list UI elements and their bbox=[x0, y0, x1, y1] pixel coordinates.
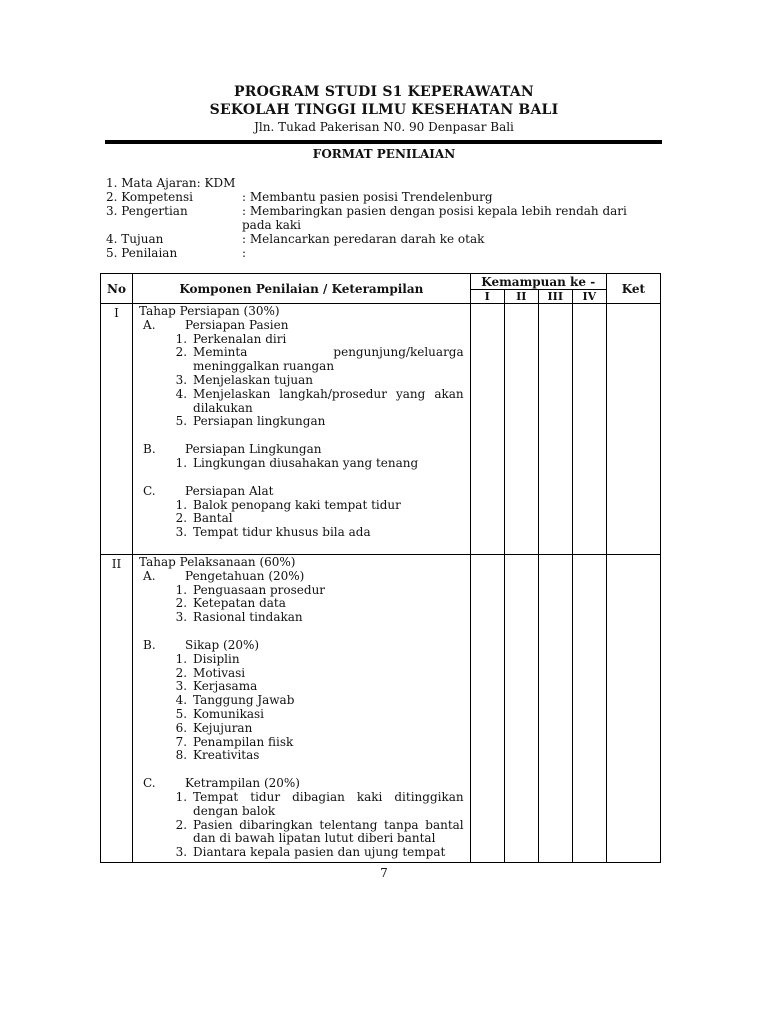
list-item bbox=[139, 819, 464, 847]
stage-title: Tahap Persiapan (30%) bbox=[139, 304, 280, 318]
header-level-1: I bbox=[470, 290, 504, 304]
list-item bbox=[139, 346, 464, 374]
score-cell-level-2[interactable] bbox=[504, 304, 538, 555]
item-list bbox=[139, 791, 464, 860]
list-item bbox=[139, 680, 464, 694]
section-letter: C. bbox=[143, 483, 156, 498]
item-text: Motivasi bbox=[193, 665, 246, 680]
item-number: 2. bbox=[175, 511, 188, 526]
section-title: Persiapan Alat bbox=[185, 483, 274, 498]
ket-cell[interactable] bbox=[606, 555, 660, 863]
row-number: II bbox=[101, 555, 133, 863]
header-ket: Ket bbox=[606, 274, 660, 304]
section-spacer bbox=[139, 763, 464, 777]
score-cell-level-4[interactable] bbox=[572, 555, 606, 863]
component-cell bbox=[133, 304, 471, 555]
item-number: 2. bbox=[175, 817, 188, 832]
header-komponen: Komponen Penilaian / Keterampilan bbox=[133, 274, 471, 304]
info-value: : Membaringkan pasien dengan posisi kepala lebih rendah dari pada kaki bbox=[242, 204, 627, 232]
section-spacer bbox=[139, 429, 464, 443]
item-number: 1. bbox=[175, 789, 188, 804]
header-level-4: IV bbox=[572, 290, 606, 304]
list-item bbox=[139, 708, 464, 722]
list-item bbox=[139, 388, 464, 416]
format-title: FORMAT PENILAIAN bbox=[312, 147, 456, 161]
list-item bbox=[139, 584, 464, 598]
item-number: 3. bbox=[175, 372, 188, 387]
item-text: Penguasaan prosedur bbox=[193, 582, 326, 597]
header-kemampuan: Kemampuan ke - bbox=[470, 274, 606, 290]
info-value: : Membantu pasien posisi Trendelenburg bbox=[242, 190, 493, 204]
list-item bbox=[139, 374, 464, 388]
section-heading bbox=[139, 443, 464, 457]
item-text: Diantara kepala pasien dan ujung tempat bbox=[193, 845, 446, 860]
item-number: 3. bbox=[175, 525, 188, 540]
section-letter: B. bbox=[143, 637, 156, 652]
header-level-2: II bbox=[504, 290, 538, 304]
info-value: : Melancarkan peredaran darah ke otak bbox=[242, 232, 485, 246]
item-text: Kejujuran bbox=[193, 720, 253, 735]
school-title: SEKOLAH TINGGI ILMU KESEHATAN BALI bbox=[209, 102, 559, 118]
item-text: Menjelaskan tujuan bbox=[193, 372, 313, 387]
item-number: 1. bbox=[175, 651, 188, 666]
item-text: Kreativitas bbox=[193, 748, 260, 763]
item-number: 1. bbox=[175, 331, 188, 346]
item-text: Tanggung Jawab bbox=[193, 693, 295, 708]
item-number: 4. bbox=[175, 386, 188, 401]
item-list bbox=[139, 499, 464, 540]
score-cell-level-1[interactable] bbox=[470, 555, 504, 863]
list-item bbox=[139, 526, 464, 540]
item-text: Menjelaskan langkah/prosedur yang akan dilakukan bbox=[193, 386, 464, 415]
row-number: I bbox=[101, 304, 133, 555]
item-number: 2. bbox=[175, 596, 188, 611]
item-number: 5. bbox=[175, 414, 188, 429]
item-list bbox=[139, 584, 464, 625]
section-letter: C. bbox=[143, 776, 156, 791]
table-row bbox=[101, 304, 661, 555]
section-letter: B. bbox=[143, 442, 156, 457]
item-number: 4. bbox=[175, 693, 188, 708]
section-spacer bbox=[139, 471, 464, 485]
list-item bbox=[139, 415, 464, 429]
address: Jln. Tukad Pakerisan N0. 90 Denpasar Bali bbox=[254, 120, 514, 134]
list-item bbox=[139, 694, 464, 708]
item-number: 2. bbox=[175, 345, 188, 360]
section-title: Pengetahuan (20%) bbox=[185, 568, 305, 583]
component-cell bbox=[133, 555, 471, 863]
score-cell-level-2[interactable] bbox=[504, 555, 538, 863]
list-item bbox=[139, 611, 464, 625]
list-item bbox=[139, 749, 464, 763]
item-number: 3. bbox=[175, 845, 188, 860]
info-label: 5. Penilaian bbox=[106, 246, 178, 260]
table-row bbox=[101, 555, 661, 863]
list-item bbox=[139, 333, 464, 347]
info-label: 4. Tujuan bbox=[106, 232, 164, 246]
section-letter: A. bbox=[143, 568, 156, 583]
item-text: Bantal bbox=[193, 511, 233, 526]
item-number: 5. bbox=[175, 706, 188, 721]
item-text: Perkenalan diri bbox=[193, 331, 287, 346]
item-number: 3. bbox=[175, 679, 188, 694]
score-cell-level-4[interactable] bbox=[572, 304, 606, 555]
item-number: 1. bbox=[175, 582, 188, 597]
section-heading bbox=[139, 777, 464, 791]
item-text: Ketepatan data bbox=[193, 596, 286, 611]
score-cell-level-1[interactable] bbox=[470, 304, 504, 555]
item-number: 7. bbox=[175, 734, 188, 749]
item-text: Pasien dibaringkan telentang tanpa bantal dan di bawah lipatan lutut diberi bantal bbox=[193, 817, 464, 846]
section-heading bbox=[139, 485, 464, 499]
table-body bbox=[101, 304, 661, 863]
item-text: Balok penopang kaki tempat tidur bbox=[193, 497, 401, 512]
ket-cell[interactable] bbox=[606, 304, 660, 555]
section-heading bbox=[139, 319, 464, 333]
list-item bbox=[139, 457, 464, 471]
item-text: Meminta pengunjung/keluarga meninggalkan ruangan bbox=[193, 345, 464, 374]
list-item bbox=[139, 512, 464, 526]
section-title: Persiapan Lingkungan bbox=[185, 442, 322, 457]
item-list bbox=[139, 653, 464, 763]
item-text: Disiplin bbox=[193, 651, 240, 666]
assessment-table bbox=[100, 273, 661, 863]
section-title: Ketrampilan (20%) bbox=[185, 776, 300, 791]
header-no: No bbox=[101, 274, 133, 304]
section-title: Sikap (20%) bbox=[185, 637, 260, 652]
info-label: 2. Kompetensi bbox=[106, 190, 193, 204]
list-item bbox=[139, 846, 464, 860]
info-label: 1. Mata Ajaran: KDM bbox=[106, 176, 236, 190]
item-number: 2. bbox=[175, 665, 188, 680]
item-number: 1. bbox=[175, 497, 188, 512]
item-text: Tempat tidur dibagian kaki ditinggikan dengan balok bbox=[193, 789, 464, 818]
list-item bbox=[139, 722, 464, 736]
stage-title: Tahap Pelaksanaan (60%) bbox=[139, 555, 296, 569]
item-text: Komunikasi bbox=[193, 706, 265, 721]
item-text: Kerjasama bbox=[193, 679, 258, 694]
item-number: 6. bbox=[175, 720, 188, 735]
item-text: Tempat tidur khusus bila ada bbox=[193, 525, 371, 540]
header-rule bbox=[105, 140, 662, 144]
item-text: Rasional tindakan bbox=[193, 610, 303, 625]
item-number: 8. bbox=[175, 748, 188, 763]
item-list bbox=[139, 457, 464, 471]
info-label: 3. Pengertian bbox=[106, 204, 188, 218]
score-cell-level-3[interactable] bbox=[538, 304, 572, 555]
list-item bbox=[139, 791, 464, 819]
program-title: PROGRAM STUDI S1 KEPERAWATAN bbox=[234, 84, 534, 100]
item-number: 3. bbox=[175, 610, 188, 625]
header-level-3: III bbox=[538, 290, 572, 304]
score-cell-level-3[interactable] bbox=[538, 555, 572, 863]
item-text: Lingkungan diusahakan yang tenang bbox=[193, 455, 419, 470]
section-title: Persiapan Pasien bbox=[185, 317, 289, 332]
section-heading bbox=[139, 570, 464, 584]
list-item bbox=[139, 736, 464, 750]
section-letter: A. bbox=[143, 317, 156, 332]
item-number: 1. bbox=[175, 455, 188, 470]
list-item bbox=[139, 499, 464, 513]
item-text: Persiapan lingkungan bbox=[193, 414, 326, 429]
page-number: 7 bbox=[380, 866, 388, 880]
item-list bbox=[139, 333, 464, 430]
list-item bbox=[139, 653, 464, 667]
info-value: : bbox=[242, 246, 247, 260]
list-item bbox=[139, 597, 464, 611]
item-text: Penampilan fiisk bbox=[193, 734, 294, 749]
list-item bbox=[139, 667, 464, 681]
section-spacer bbox=[139, 625, 464, 639]
section-heading bbox=[139, 639, 464, 653]
